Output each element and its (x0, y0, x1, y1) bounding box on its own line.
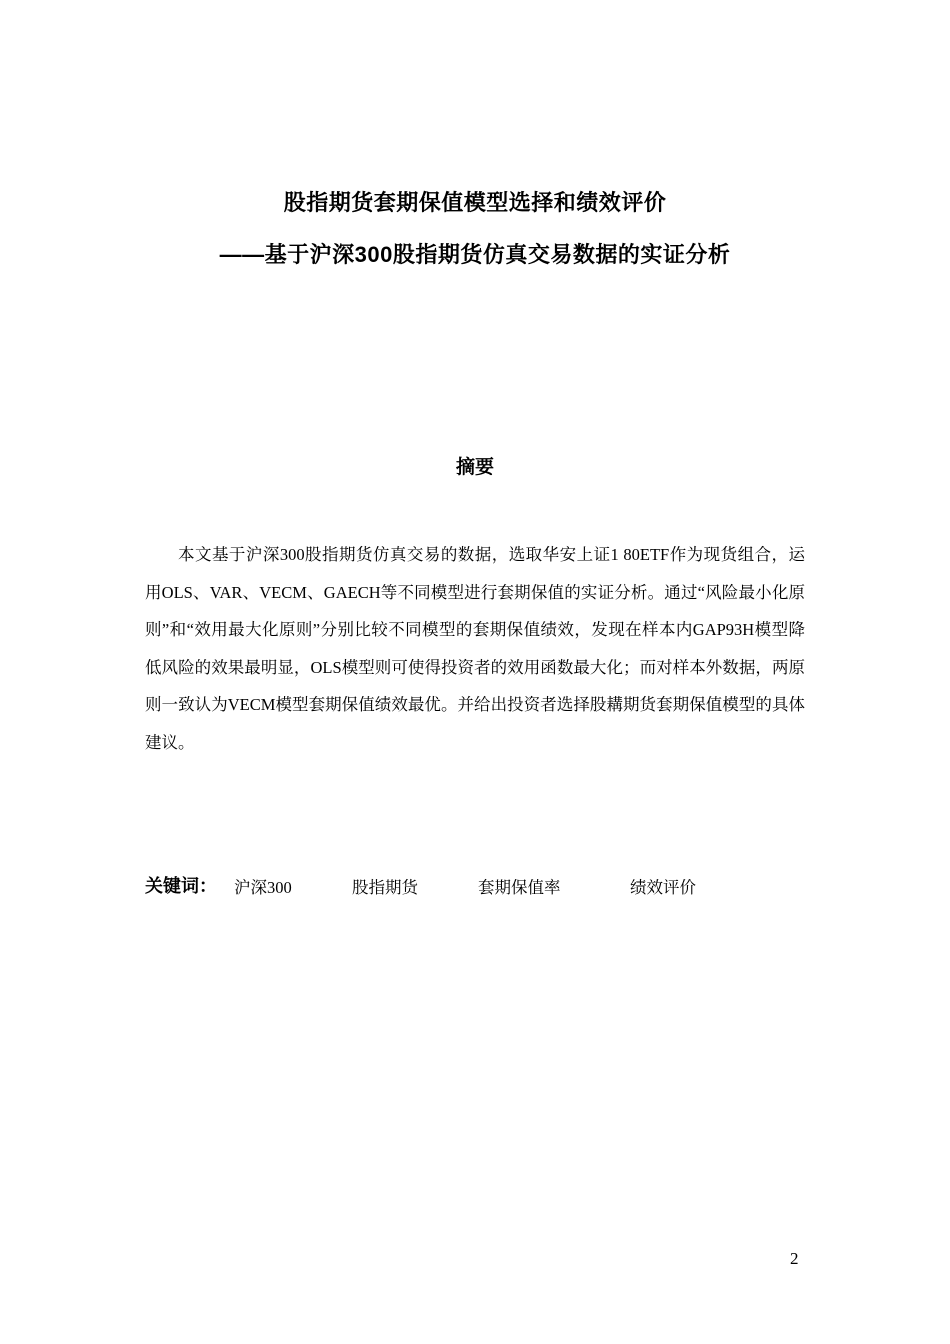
keyword-item: 股指期货 (352, 878, 418, 897)
abstract-heading: 摘要 (455, 457, 494, 478)
abstract-body: 本文基于沪深300股指期货仿真交易的数据，选取华安上证1 80ETF作为现货组合，运用OLS、VAR、VECM、GAECH等不同模型进行套期保值的实证分析。通过“风险最小化原则”和“效用最大化原则”分别比较不同模型的套期保值绩效，发现在样本内GAP93H模型降低风险的效果最明显，OLS模型则可使得投资者的效用函数最大化；而对样本外数据，两原则一致认为VECM模型套期保值绩效最优。并给出投资者选择股耩期货套期保值模型的具体建议。 (145, 545, 805, 752)
paper-title: 股指期货套期保值模型选择和绩效评价 (283, 190, 667, 215)
keyword-item: 套期保值率 (478, 878, 561, 897)
keywords-line (145, 872, 825, 898)
keyword-item: 绩效评价 (630, 878, 696, 897)
keyword-item: 沪深300 (234, 878, 292, 897)
paper-subtitle: ——基于沪深300股指期货仿真交易数据的实证分析 (219, 242, 731, 267)
keywords-label: 关键词： (145, 876, 217, 896)
page-number: 2 (790, 1249, 799, 1268)
